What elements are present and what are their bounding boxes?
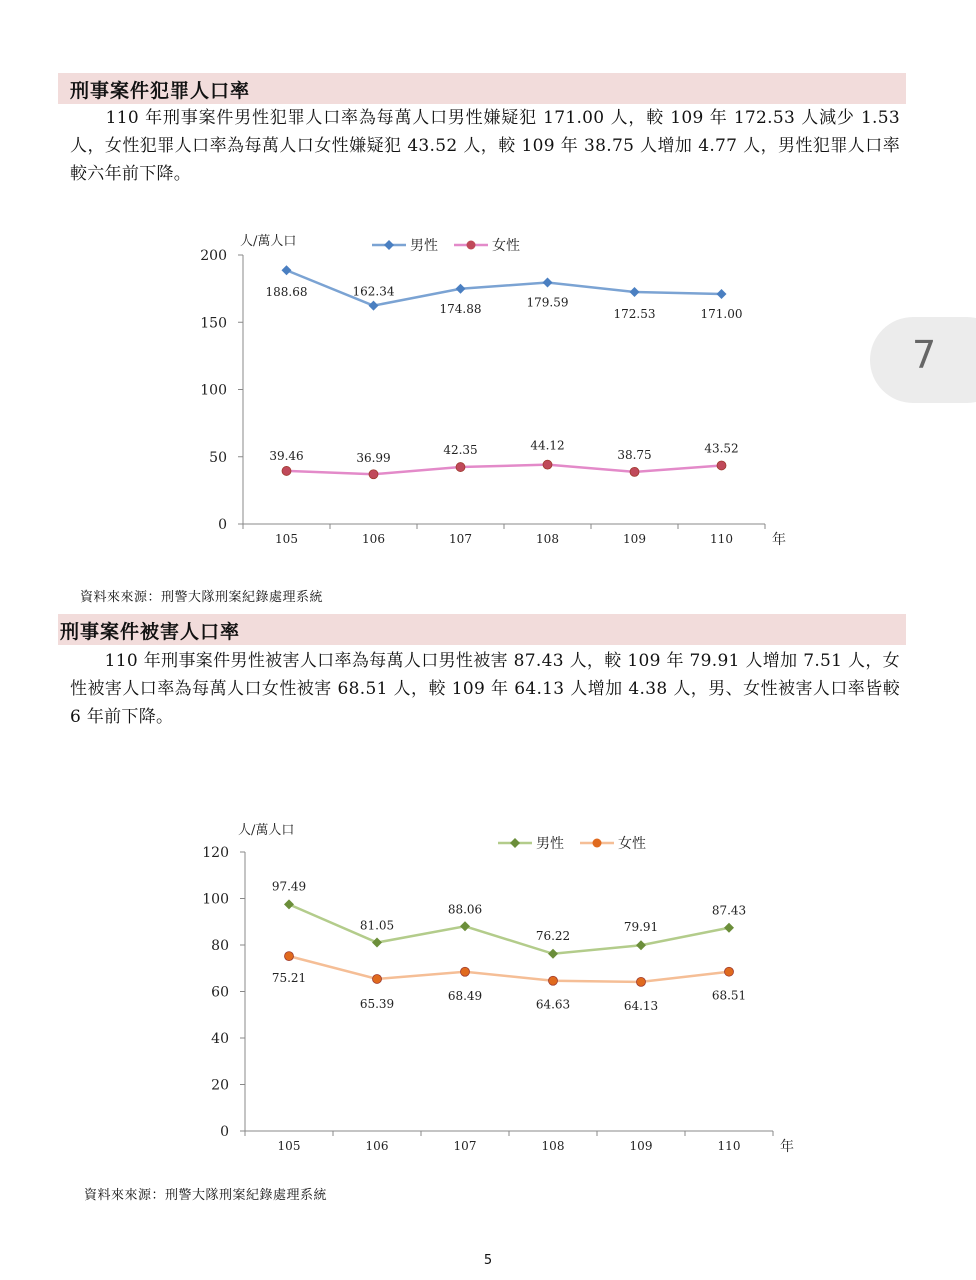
x-tick-label: 110 bbox=[710, 532, 733, 546]
x-tick-label: 105 bbox=[275, 532, 298, 546]
data-label: 171.00 bbox=[700, 307, 743, 322]
data-point-marker bbox=[725, 967, 734, 976]
page-number: 5 bbox=[483, 1253, 493, 1268]
data-point-marker bbox=[543, 277, 553, 287]
x-tick-label: 107 bbox=[453, 1139, 477, 1153]
data-label: 64.63 bbox=[535, 997, 571, 1012]
data-point-marker bbox=[282, 466, 291, 475]
data-label: 188.68 bbox=[265, 285, 308, 300]
y-tick-label: 40 bbox=[211, 1031, 229, 1047]
x-axis-title: 年 bbox=[772, 532, 786, 548]
data-point-marker bbox=[456, 284, 466, 294]
data-point-marker bbox=[461, 967, 470, 976]
data-point-marker bbox=[630, 287, 640, 297]
data-label: 65.39 bbox=[359, 996, 395, 1011]
x-tick-label: 109 bbox=[629, 1139, 653, 1153]
x-tick-label: 105 bbox=[277, 1139, 301, 1153]
section-title: 刑事案件犯罪人口率 bbox=[70, 80, 251, 102]
chapter-tab bbox=[870, 317, 976, 403]
legend-label: 女性 bbox=[492, 238, 520, 254]
data-point-marker bbox=[717, 461, 726, 470]
data-point-marker bbox=[372, 938, 382, 948]
data-point-marker bbox=[460, 921, 470, 931]
data-point-marker bbox=[549, 976, 558, 985]
y-tick-label: 60 bbox=[211, 984, 229, 1001]
y-tick-label: 120 bbox=[202, 845, 229, 861]
data-source-note: 資料來來源：刑警大隊刑案紀錄處理系統 bbox=[80, 590, 324, 605]
data-point-marker bbox=[456, 463, 465, 472]
data-point-marker bbox=[548, 949, 558, 959]
y-tick-label: 150 bbox=[200, 315, 227, 332]
data-label: 162.34 bbox=[352, 284, 395, 299]
data-label: 88.06 bbox=[447, 902, 483, 917]
victim-rate-paragraph: 110 年刑事案件男性被害人口率為每萬人口男性被害 87.43 人，較 109 年 79.91 人增加 7.51 人，女性被害人口率為每萬人口女性被害 68.51 人，較 109 年 64.13 人增加 4.38 人，男、女性被害人口率皆較 6 年前下降。 bbox=[70, 651, 900, 727]
x-axis-title: 年 bbox=[780, 1139, 794, 1155]
legend-marker bbox=[384, 240, 394, 250]
data-point-marker bbox=[369, 301, 379, 311]
series-line-0 bbox=[289, 904, 729, 953]
y-tick-label: 0 bbox=[218, 517, 227, 533]
crime-rate-paragraph: 110 年刑事案件男性犯罪人口率為每萬人口男性嫌疑犯 171.00 人，較 109 年 172.53 人減少 1.53 人，女性犯罪人口率為每萬人口女性嫌疑犯 43.52 人，較 109 年 38.75 人增加 4.77 人，男性犯罪人口率較六年前下降。 bbox=[70, 108, 900, 184]
data-label: 174.88 bbox=[439, 301, 482, 316]
data-point-marker bbox=[282, 265, 292, 275]
x-tick-label: 106 bbox=[365, 1139, 389, 1153]
data-label: 36.99 bbox=[356, 451, 391, 466]
data-point-marker bbox=[285, 952, 294, 961]
data-label: 75.21 bbox=[271, 971, 307, 986]
series-line-1 bbox=[289, 956, 729, 982]
data-label: 39.46 bbox=[269, 448, 304, 463]
data-label: 87.43 bbox=[711, 903, 747, 918]
y-axis-title: 人/萬人口 bbox=[240, 234, 297, 249]
data-label: 79.91 bbox=[623, 920, 659, 935]
y-tick-label: 50 bbox=[209, 449, 227, 466]
data-point-marker bbox=[369, 470, 378, 479]
crime-rate-line-chart bbox=[190, 225, 800, 555]
data-label: 179.59 bbox=[526, 295, 569, 310]
data-point-marker bbox=[636, 940, 646, 950]
legend-label: 男性 bbox=[410, 238, 438, 254]
y-tick-label: 20 bbox=[211, 1077, 229, 1094]
data-point-marker bbox=[630, 467, 639, 476]
data-label: 76.22 bbox=[535, 928, 571, 943]
y-tick-label: 100 bbox=[202, 891, 229, 908]
data-source-note: 資料來來源：刑警大隊刑案紀錄處理系統 bbox=[84, 1188, 328, 1203]
x-tick-label: 109 bbox=[623, 532, 646, 546]
data-point-marker bbox=[373, 974, 382, 983]
y-axis-title: 人/萬人口 bbox=[238, 823, 295, 838]
legend-label: 女性 bbox=[618, 836, 646, 852]
x-tick-label: 107 bbox=[449, 532, 472, 546]
data-point-marker bbox=[717, 289, 727, 299]
data-label: 42.35 bbox=[443, 443, 478, 458]
victim-rate-line-chart bbox=[190, 815, 800, 1165]
data-point-marker bbox=[637, 977, 646, 986]
chapter-number: 7 bbox=[912, 333, 937, 377]
legend-label: 男性 bbox=[536, 836, 564, 852]
y-tick-label: 100 bbox=[200, 382, 227, 399]
x-tick-label: 106 bbox=[362, 532, 385, 546]
data-point-marker bbox=[284, 899, 294, 909]
section-header-victim-rate bbox=[58, 614, 906, 645]
legend-marker bbox=[467, 241, 476, 250]
x-tick-label: 108 bbox=[541, 1139, 565, 1153]
data-label: 172.53 bbox=[613, 306, 656, 321]
x-tick-label: 110 bbox=[717, 1139, 741, 1153]
section-header-crime-rate bbox=[58, 73, 906, 104]
data-label: 44.12 bbox=[530, 438, 565, 453]
data-label: 38.75 bbox=[617, 447, 652, 462]
y-tick-label: 200 bbox=[200, 248, 227, 264]
section-title: 刑事案件被害人口率 bbox=[60, 621, 241, 643]
data-label: 81.05 bbox=[359, 918, 395, 933]
data-label: 43.52 bbox=[704, 441, 739, 456]
data-label: 64.13 bbox=[623, 998, 659, 1013]
data-point-marker bbox=[724, 923, 734, 933]
y-tick-label: 80 bbox=[211, 938, 229, 954]
legend-marker bbox=[593, 839, 602, 848]
data-label: 68.51 bbox=[711, 988, 747, 1003]
data-point-marker bbox=[543, 460, 552, 469]
series-line-1 bbox=[287, 465, 722, 475]
data-label: 97.49 bbox=[271, 879, 307, 894]
legend-marker bbox=[510, 838, 520, 848]
data-label: 68.49 bbox=[447, 988, 483, 1003]
x-tick-label: 108 bbox=[536, 532, 559, 546]
y-tick-label: 0 bbox=[220, 1124, 229, 1140]
